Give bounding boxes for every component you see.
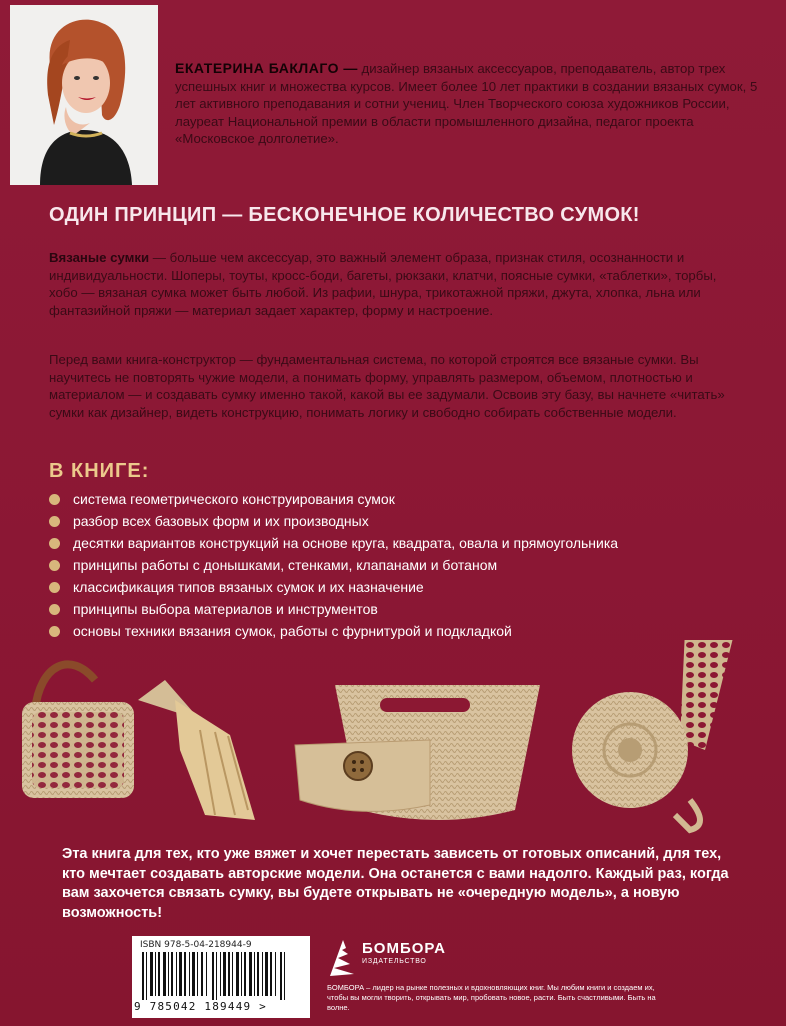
publisher-name: БОМБОРА (362, 940, 446, 957)
author-photo (10, 5, 158, 185)
in-book-title: В КНИГЕ: (49, 460, 150, 482)
list-item-text: принципы работы с донышками, стенками, клапанами и ботаном (73, 557, 498, 573)
barcode-bars-icon (140, 952, 300, 1000)
bullet-icon (49, 516, 60, 527)
intro-lead: Вязаные сумки (49, 250, 150, 265)
bags-illustration (0, 640, 786, 840)
list-item (49, 620, 618, 642)
publisher-text: БОМБОРА – лидер на рынке полезных и вдохновляющих книг. Мы любим книги и создаем их, чтобы вы могли творить, открывать мир, пробовать новое, расти. Быть счастливыми. Быть на волне. (327, 983, 656, 1012)
closing-text: Эта книга для тех, кто уже вяжет и хочет перестать зависеть от готовых описаний, для тех, кто мечтает создавать авторские модели. Она останется с вами надолго. Каждый раз, когда вам захочется связать сумку, вы будете открывать не «очередную модель», а новую возможность! (62, 846, 729, 921)
tassel-icon (138, 680, 255, 820)
bullet-icon (49, 582, 60, 593)
isbn: ISBN 978-5-04-218944-9 (140, 940, 252, 950)
headline: ОДИН ПРИНЦИП — БЕСКОНЕЧНОЕ КОЛИЧЕСТВО СУМОК! (49, 204, 640, 226)
list-item-text: принципы выбора материалов и инструментов (73, 601, 378, 617)
list-item-text: основы техники вязания сумок, работы с фурнитурой и подкладкой (73, 623, 512, 639)
bombora-logo-icon (328, 938, 358, 978)
list-item-text: десятки вариантов конструкций на основе круга, квадрата, овала и прямоугольника (73, 535, 619, 551)
barcode-digits: 9 785042 189449 > (134, 1000, 267, 1013)
intro-paragraph (49, 249, 739, 319)
bullet-icon (49, 494, 60, 505)
publisher-block (322, 936, 762, 1021)
author-bio-text: дизайнер вязаных аксессуаров, преподаватель, автор трех успешных книг и множества курсов. Имеет более 10 лет практики в создании вязаных сумок, 5 лет активного преподавания и сотни учениц. Член Творческого союза художников России, лауреат Национальной премии в области промышленного дизайна, педагог проекта «Московское долголетие». (175, 61, 758, 147)
bullet-icon (49, 604, 60, 615)
list-item (49, 510, 618, 532)
bullet-icon (49, 626, 60, 637)
list-item (49, 488, 618, 510)
bag-round-icon (572, 640, 760, 830)
list-item-text: разбор всех базовых форм и их производных (73, 513, 369, 529)
bullet-icon (49, 538, 60, 549)
intro-text: — больше чем аксессуар, это важный элемент образа, признак стиля, осознанности и индивидуальности. Шоперы, тоуты, кросс-боди, багеты, рюкзаки, клатчи, поясные сумки, «таблетки», торбы, хобо — вязаная сумка может быть любой. Из рафии, шнура, трикотажной пряжи, джута, хлопка, льна или фантазийной пряжи — материал задает характер, форму и настроение. (49, 250, 717, 318)
bullet-icon (49, 560, 60, 571)
barcode (132, 936, 310, 1018)
list-item (49, 576, 618, 598)
bag-tote-icon (295, 685, 540, 820)
bag-shoulder-icon (22, 664, 134, 798)
list-item-text: система геометрического конструирования сумок (73, 491, 395, 507)
list-item (49, 598, 618, 620)
publisher-sub: ИЗДАТЕЛЬСТВО (362, 958, 427, 965)
author-bio (175, 60, 773, 148)
author-name: ЕКАТЕРИНА БАКЛАГО — (175, 60, 358, 76)
list-item (49, 532, 618, 554)
list-item-text: классификация типов вязаных сумок и их назначение (73, 579, 424, 595)
in-book-list (49, 488, 618, 642)
list-item (49, 554, 618, 576)
intro-paragraph-2: Перед вами книга-конструктор — фундаментальная система, по которой строятся все вязаные сумки. Вы научитесь не повторять чужие модели, а понимать форму, управлять размером, объемом, плотностью и материалом — и создавать сумку именно такой, какой вы ее задумали. Освоив эту базу, вы начнете «читать» сумки как дизайнер, видеть конструкцию, понимать логику и свободно собирать собственные модели. (49, 352, 725, 420)
